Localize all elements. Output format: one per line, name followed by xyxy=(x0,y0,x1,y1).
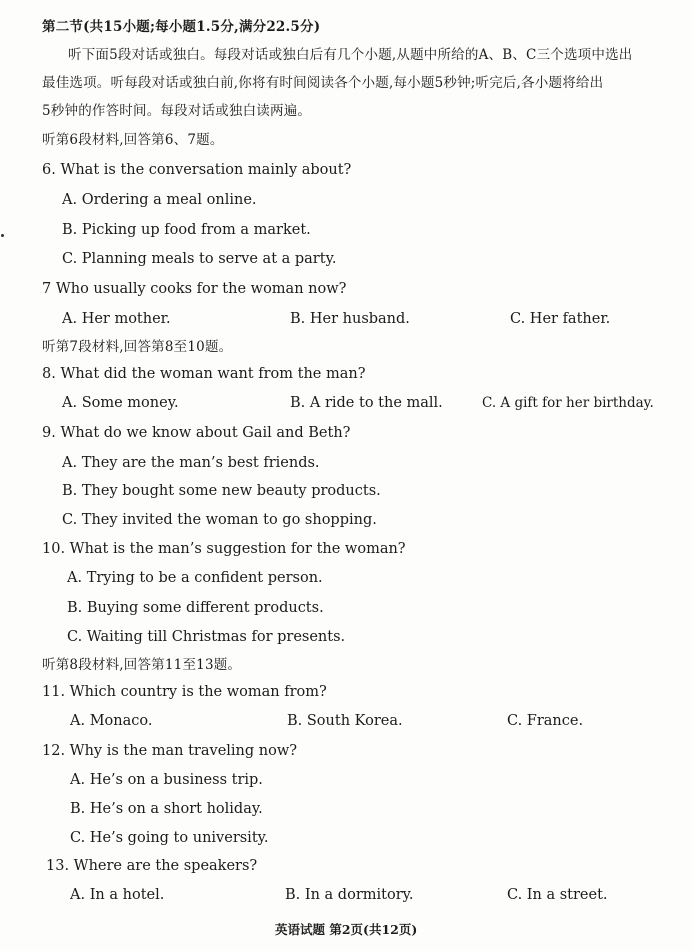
q6-option-b: B. Picking up food from a market. xyxy=(62,222,311,238)
q9-option-a: A. They are the man’s best friends. xyxy=(62,455,320,471)
q11-option-b: B. South Korea. xyxy=(287,713,403,729)
q13-option-a: A. In a hotel. xyxy=(70,887,165,903)
question-8: 8. What did the woman want from the man? xyxy=(42,366,366,382)
q12-option-a: A. He’s on a business trip. xyxy=(70,772,263,788)
q12-option-b: B. He’s on a short holiday. xyxy=(70,801,263,817)
q13-option-c: C. In a street. xyxy=(507,887,608,903)
instruction-line-3: 5秒钟的作答时间。每段对话或独白读两遍。 xyxy=(42,103,312,119)
q11-option-c: C. France. xyxy=(507,713,584,729)
q8-option-c: C. A gift for her birthday. xyxy=(482,395,654,411)
q8-option-a: A. Some money. xyxy=(62,395,179,411)
question-10: 10. What is the man’s suggestion for the woman? xyxy=(42,541,406,557)
group-heading-7: 听第7段材料,回答第8至10题。 xyxy=(42,339,233,355)
q7-option-a: A. Her mother. xyxy=(62,311,171,327)
group-heading-8: 听第8段材料,回答第11至13题。 xyxy=(42,657,242,673)
q6-option-a: A. Ordering a meal online. xyxy=(62,192,257,208)
q10-option-a: A. Trying to be a confident person. xyxy=(67,570,323,586)
q9-option-b: B. They bought some new beauty products. xyxy=(62,483,381,499)
section-title: 第二节(共15小题;每小题1.5分,满分22.5分) xyxy=(42,19,321,35)
q12-option-c: C. He’s going to university. xyxy=(70,830,269,846)
question-9: 9. What do we know about Gail and Beth? xyxy=(42,425,351,441)
q6-option-c: C. Planning meals to serve at a party. xyxy=(62,251,337,267)
question-7: 7 Who usually cooks for the woman now? xyxy=(42,281,347,297)
question-11: 11. Which country is the woman from? xyxy=(42,684,327,700)
q8-option-b: B. A ride to the mall. xyxy=(290,395,443,411)
q10-option-b: B. Buying some different products. xyxy=(67,600,324,616)
q11-option-a: A. Monaco. xyxy=(70,713,153,729)
question-6: 6. What is the conversation mainly about? xyxy=(42,162,352,178)
q9-option-c: C. They invited the woman to go shopping. xyxy=(62,512,377,528)
page-footer: 英语试题 第2页(共12页) xyxy=(275,922,418,937)
instruction-line-1: 听下面5段对话或独白。每段对话或独白后有几个小题,从题中所给的A、B、C三个选项中选出 xyxy=(68,47,633,63)
q10-option-c: C. Waiting till Christmas for presents. xyxy=(67,629,346,645)
q7-option-c: C. Her father. xyxy=(510,311,611,327)
group-heading-6: 听第6段材料,回答第6、7题。 xyxy=(42,132,224,148)
q13-option-b: B. In a dormitory. xyxy=(285,887,414,903)
q7-option-b: B. Her husband. xyxy=(290,311,410,327)
instruction-line-2: 最佳选项。听每段对话或独白前,你将有时间阅读各个小题,每小题5秒钟;听完后,各小题将给出 xyxy=(42,75,604,91)
question-13: 13. Where are the speakers? xyxy=(46,858,258,874)
scan-speck xyxy=(1,234,4,237)
question-12: 12. Why is the man traveling now? xyxy=(42,743,298,759)
